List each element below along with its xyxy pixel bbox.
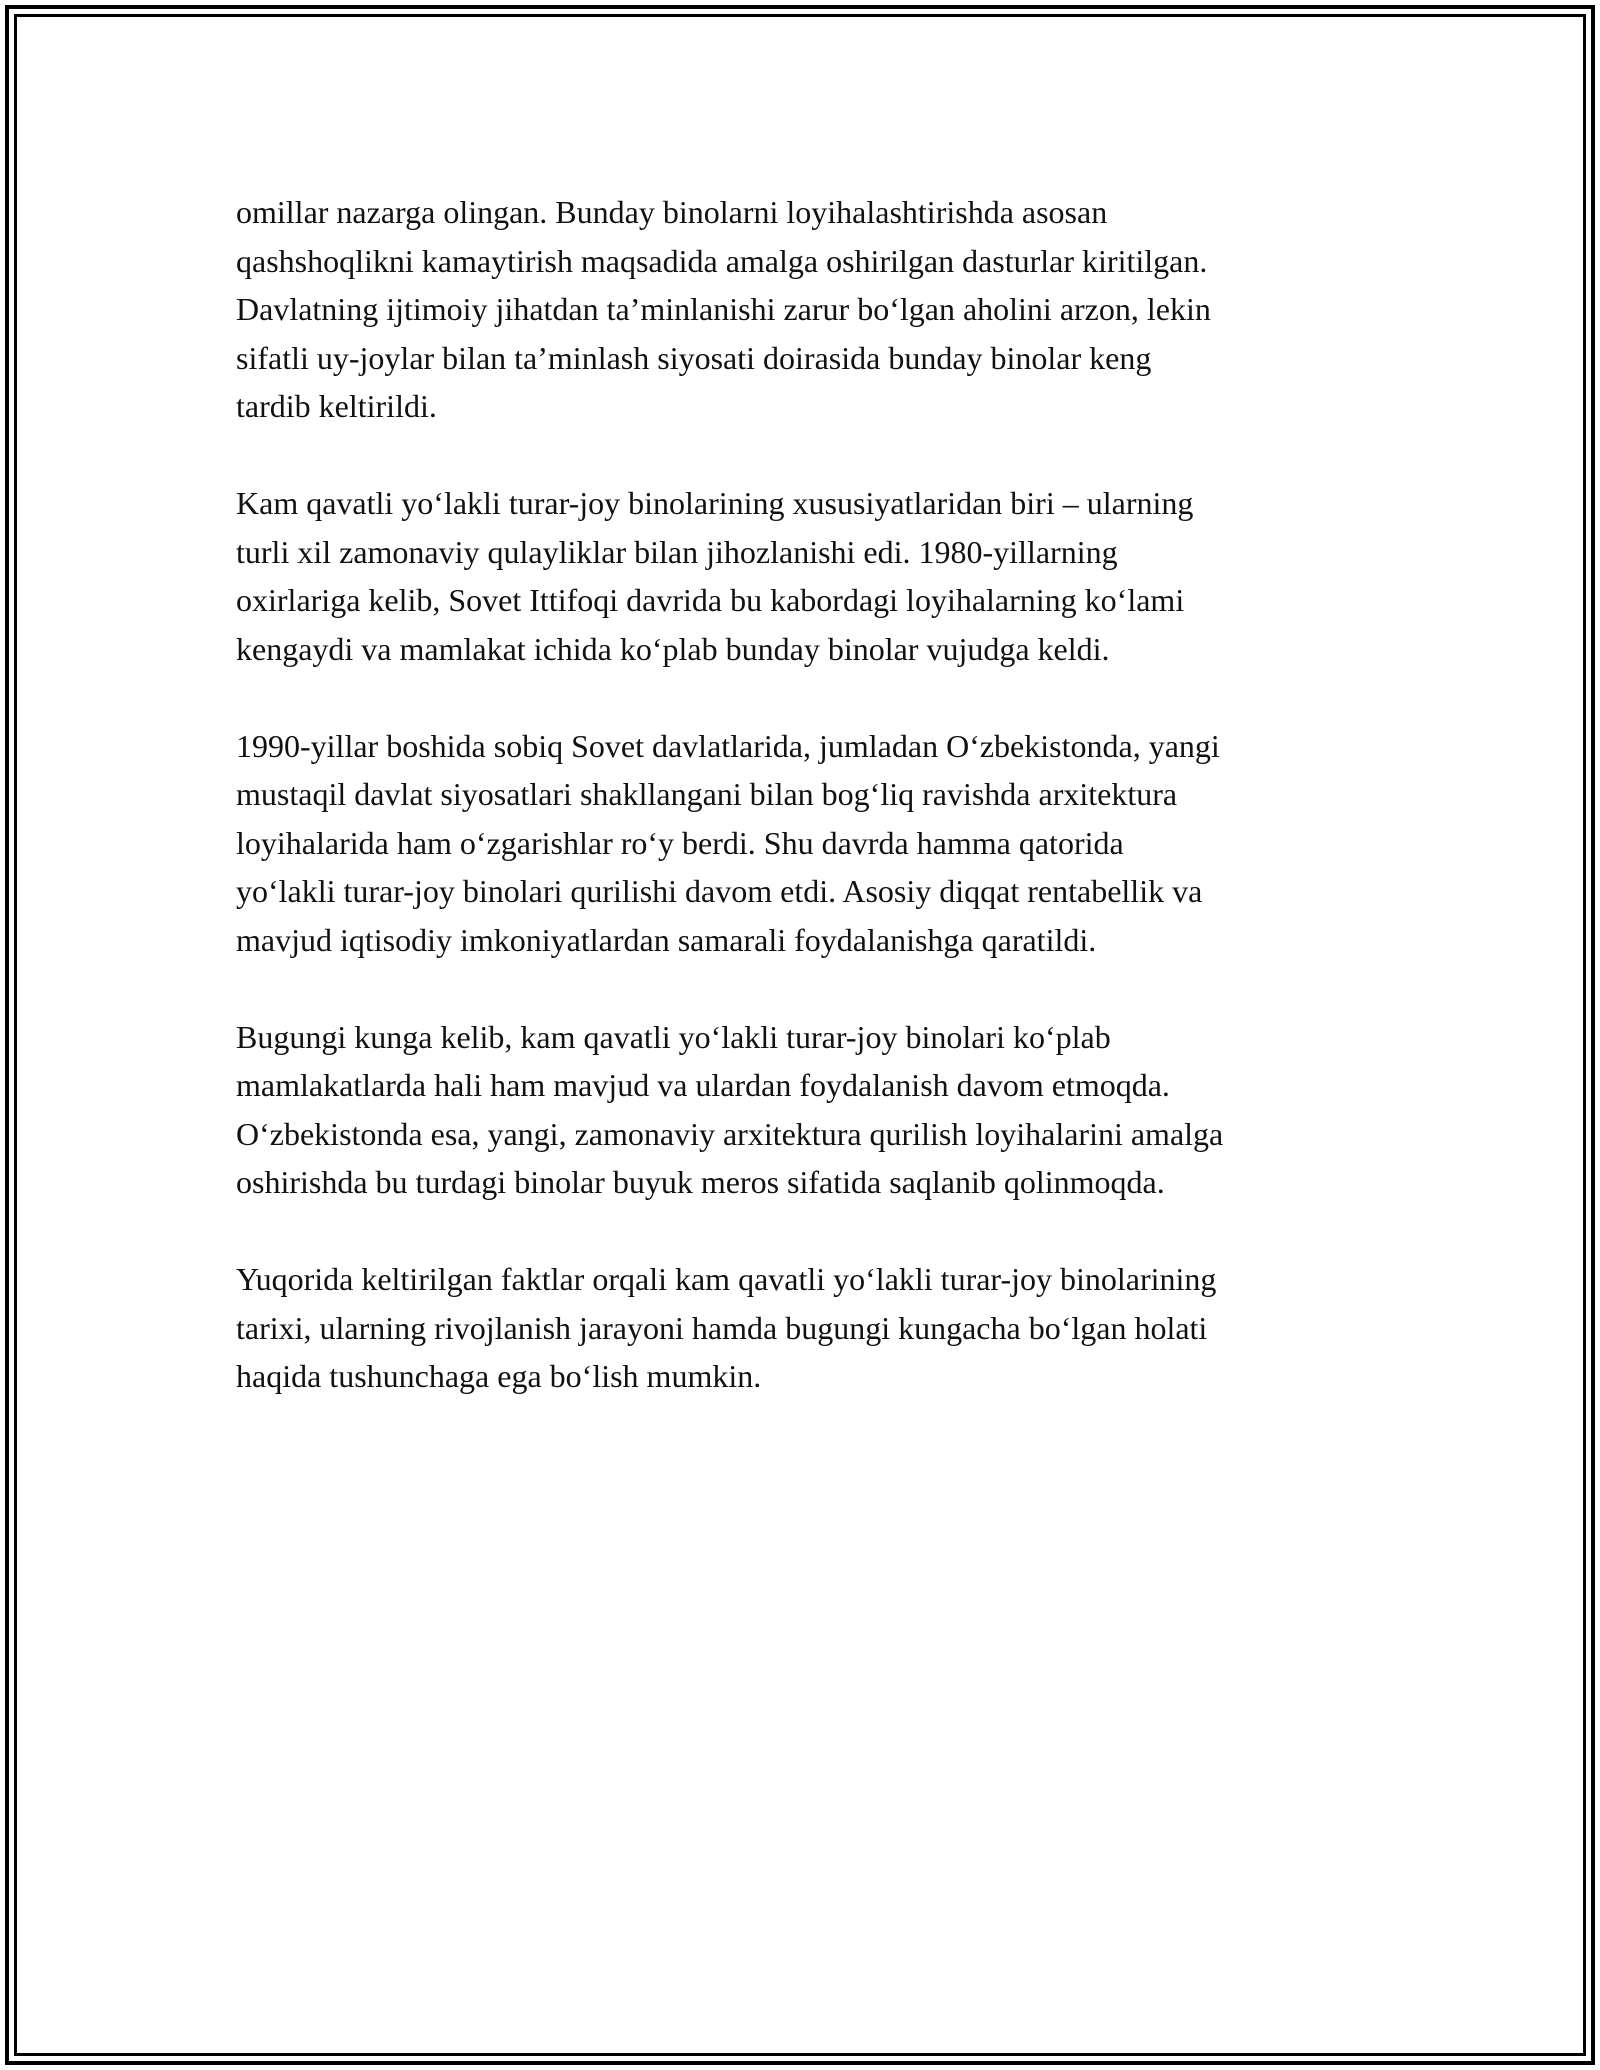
paragraph-1: omillar nazarga olingan. Bunday binolarni loyihalashtirishda asosan qashshoqlikni kamaytirish maqsadida amalga oshirilgan dasturlar kiritilgan. Davlatning ijtimoiy jihatdan ta’minlanishi zarur bo‘lgan aholini arzon, lekin sifatli uy-joylar bilan ta’minlash siyosati doirasida bunday binolar keng tardib keltirildi.	[236, 194, 1211, 424]
paragraph-2: Kam qavatli yo‘lakli turar-joy binolarining xususiyatlaridan biri – ularning turli xil zamonaviy qulayliklar bilan jihozlanishi edi. 1980-yillarning oxirlariga kelib, Sovet Ittifoqi davrida bu kabordagi loyihalarning ko‘lami kengaydi va mamlakat ichida ko‘plab bunday binolar vujudga keldi.	[236, 485, 1194, 667]
paragraph-5: Yuqorida keltirilgan faktlar orqali kam qavatli yo‘lakli turar-joy binolarining tarixi, ularning rivojlanish jarayoni hamda bugungi kungacha bo‘lgan holati haqida tushunchaga ega bo‘lish mumkin.	[236, 1261, 1217, 1394]
document-body	[236, 188, 1396, 1449]
paragraph-3: 1990-yillar boshida sobiq Sovet davlatlarida, jumladan O‘zbekistonda, yangi mustaqil davlat siyosatlari shakllangani bilan bog‘liq ravishda arxitektura loyihalarida ham o‘zgarishlar ro‘y berdi. Shu davrda hamma qatorida yo‘lakli turar-joy binolari qurilishi davom etdi. Asosiy diqqat rentabellik va mavjud iqtisodiy imkoniyatlardan samarali foydalanishga qaratildi.	[236, 727, 1220, 958]
paragraph-4: Bugungi kunga kelib, kam qavatli yo‘lakli turar-joy binolari ko‘plab mamlakatlarda hali ham mavjud va ulardan foydalanish davom etmoqda. O‘zbekistonda esa, yangi, zamonaviy arxitektura qurilish loyihalarini amalga oshirishda bu turdagi binolar buyuk meros sifatida saqlanib qolinmoqda.	[236, 1018, 1224, 1200]
